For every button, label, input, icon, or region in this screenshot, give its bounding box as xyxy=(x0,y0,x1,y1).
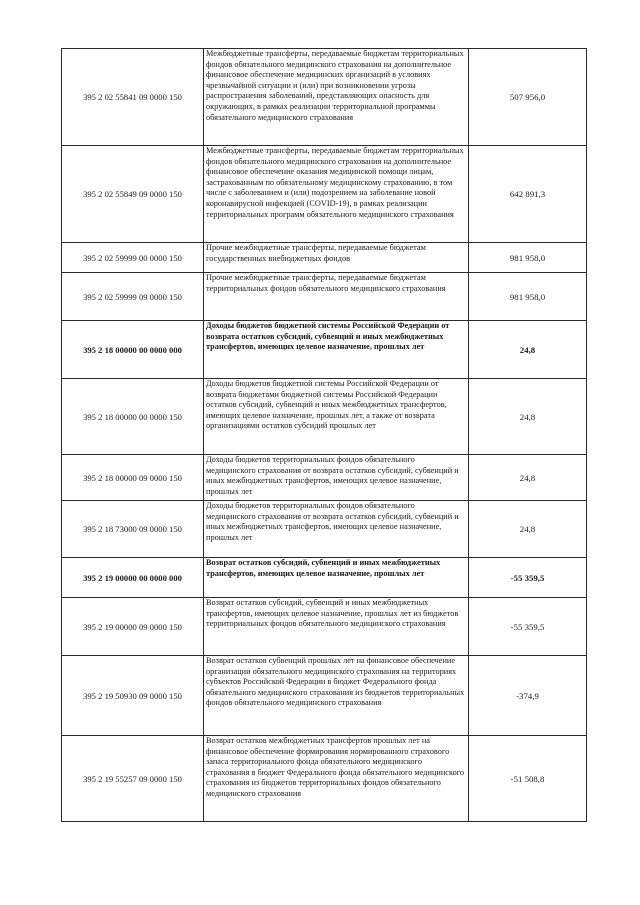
table-row xyxy=(62,49,587,146)
budget-code-cell: 395 2 02 55849 09 0000 150 xyxy=(62,146,204,243)
budget-code-cell: 395 2 18 00000 09 0000 150 xyxy=(62,455,204,501)
table-row xyxy=(62,455,587,501)
description-cell: Межбюджетные трансферты, передаваемые бюджетам территориальных фондов обязательного медицинского страхования на дополнительное финансовое обеспечение медицинских организаций в условиях чрезвычайной ситуации и (или) при возникновении угрозы распространения заболеваний, представляющих опасность для окружающих, в рамках реализации территориальной программы обязательного медицинского страхования xyxy=(204,49,469,146)
description-cell: Возврат остатков субсидий, субвенций и иных межбюджетных трансфертов, имеющих целевое назначение, прошлых лет xyxy=(204,558,469,598)
description-cell: Доходы бюджетов бюджетной системы Российской Федерации от возврата бюджетами бюджетной системы Российской Федерации остатков субсидий, субвенций и иных межбюджетных трансфертов, имеющих целевое назначение, прошлых лет, а также от возврата организациями остатков субсидий прошлых лет xyxy=(204,379,469,455)
budget-code-cell: 395 2 18 73000 09 0000 150 xyxy=(62,501,204,558)
budget-code-cell: 395 2 19 55257 09 0000 150 xyxy=(62,736,204,822)
amount-cell: -374,9 xyxy=(469,656,587,736)
budget-code-cell: 395 2 18 00000 00 0000 150 xyxy=(62,379,204,455)
amount-cell: 24,8 xyxy=(469,455,587,501)
amount-cell: 981 958,0 xyxy=(469,273,587,321)
description-cell: Доходы бюджетов территориальных фондов обязательного медицинского страхования от возврата остатков субсидий, субвенций и иных межбюджетных трансфертов, имеющих целевое назначение, прошлых лет xyxy=(204,455,469,501)
amount-cell: -51 508,8 xyxy=(469,736,587,822)
budget-code-cell: 395 2 19 00000 00 0000 000 xyxy=(62,558,204,598)
amount-cell: -55 359,5 xyxy=(469,558,587,598)
table-row xyxy=(62,598,587,656)
description-cell: Доходы бюджетов бюджетной системы Российской Федерации от возврата остатков субсидий, субвенций и иных межбюджетных трансфертов, имеющих целевое назначение, прошлых лет xyxy=(204,321,469,379)
budget-code-cell: 395 2 02 59999 09 0000 150 xyxy=(62,273,204,321)
budget-code-cell: 395 2 19 00000 09 0000 150 xyxy=(62,598,204,656)
amount-cell: 24,8 xyxy=(469,379,587,455)
budget-code-cell: 395 2 02 55841 09 0000 150 xyxy=(62,49,204,146)
description-cell: Возврат остатков межбюджетных трансфертов прошлых лет на финансовое обеспечение формирования нормированного страхового запаса территориального фонда обязательного медицинского страхования в бюджет Федерального фонда обязательного медицинского страхования из бюджетов территориальных фондов обязательного медицинского страхования xyxy=(204,736,469,822)
table-row xyxy=(62,501,587,558)
budget-code-cell: 395 2 19 50930 09 0000 150 xyxy=(62,656,204,736)
description-cell: Возврат остатков субвенций прошлых лет на финансовое обеспечение организации обязательного медицинского страхования на территориях субъектов Российской Федерации в бюджет Федерального фонда обязательного медицинского страхования из бюджетов территориальных фондов обязательного медицинского страхования xyxy=(204,656,469,736)
amount-cell: 981 958,0 xyxy=(469,243,587,273)
description-cell: Прочие межбюджетные трансферты, передаваемые бюджетам территориальных фондов обязательного медицинского страхования xyxy=(204,273,469,321)
description-cell: Доходы бюджетов территориальных фондов обязательного медицинского страхования от возврата остатков субсидий, субвенций и иных межбюджетных трансфертов, имеющих целевое назначение, прошлых лет xyxy=(204,501,469,558)
amount-cell: 24,8 xyxy=(469,501,587,558)
description-cell: Прочие межбюджетные трансферты, передаваемые бюджетам государственных внебюджетных фондов xyxy=(204,243,469,273)
description-cell: Межбюджетные трансферты, передаваемые бюджетам территориальных фондов обязательного медицинского страхования на дополнительное финансовое обеспечение оказания медицинской помощи лицам, застрахованным по обязательному медицинскому страхованию, в том числе с заболеванием и (или) подозрением на заболевание новой коронавирусной инфекцией (COVID-19), в рамках реализации территориальных программ обязательного медицинского страхования xyxy=(204,146,469,243)
table-row xyxy=(62,558,587,598)
table-row xyxy=(62,379,587,455)
table-row xyxy=(62,243,587,273)
table-row xyxy=(62,736,587,822)
table-row xyxy=(62,146,587,243)
budget-revenue-table xyxy=(61,48,587,822)
table-row xyxy=(62,273,587,321)
amount-cell: 642 891,3 xyxy=(469,146,587,243)
budget-code-cell: 395 2 02 59999 00 0000 150 xyxy=(62,243,204,273)
amount-cell: 24,8 xyxy=(469,321,587,379)
description-cell: Возврат остатков субсидий, субвенций и иных межбюджетных трансфертов, имеющих целевое назначение, прошлых лет из бюджетов территориальных фондов обязательного медицинского страхования xyxy=(204,598,469,656)
amount-cell: -55 359,5 xyxy=(469,598,587,656)
table-row xyxy=(62,656,587,736)
table-row xyxy=(62,321,587,379)
amount-cell: 507 956,0 xyxy=(469,49,587,146)
budget-code-cell: 395 2 18 00000 00 0000 000 xyxy=(62,321,204,379)
